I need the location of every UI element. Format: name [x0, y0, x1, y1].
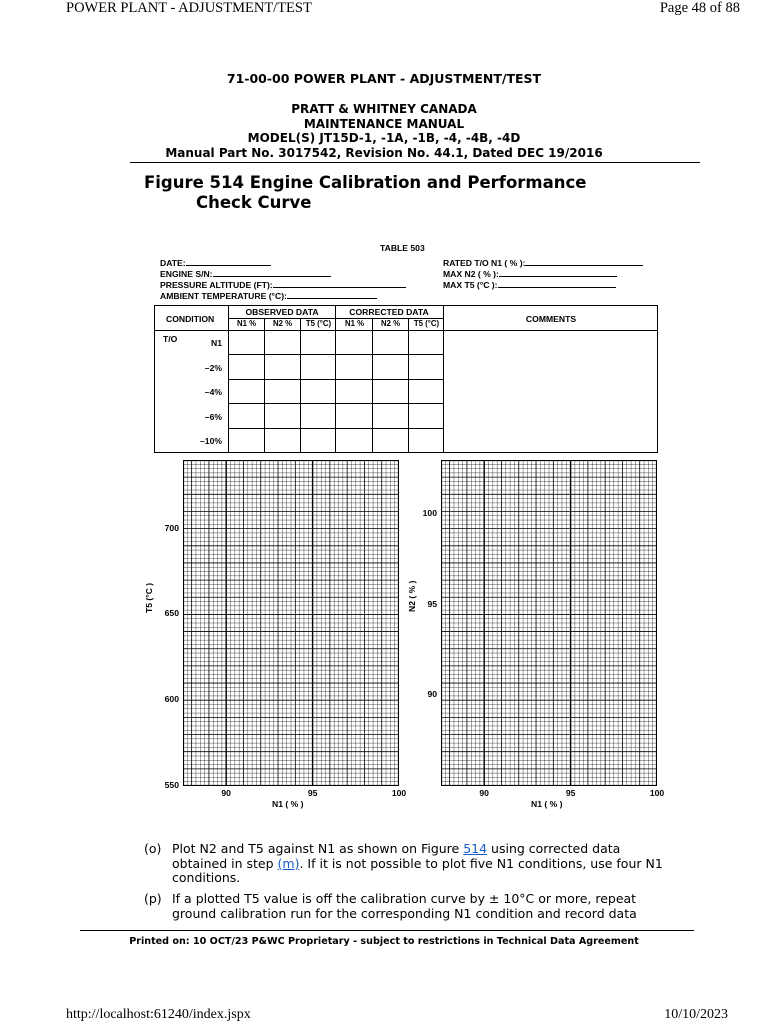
table-fields-right [443, 258, 643, 291]
figure-title-line2: Check Curve [196, 193, 312, 212]
subcol-obs-n1: N1 % [236, 319, 257, 328]
subcol-obs-t5: T5 (°C) [305, 319, 332, 328]
chart1-ytick-label: 600 [164, 694, 179, 705]
figure-514-link[interactable]: 514 [463, 841, 488, 856]
chart1-ylabel: T5 (°C ) [144, 582, 154, 613]
col-observed-header: OBSERVED DATA [245, 307, 319, 317]
field-max-t5: MAX T5 (°C ): [443, 280, 643, 291]
field-rated-to-n1: RATED T/O N1 ( % ): [443, 258, 643, 269]
company-name: PRATT & WHITNEY CANADA [291, 102, 477, 116]
browser-footer-date: 10/10/2023 [664, 1007, 728, 1022]
chart2-ytick-label: 100 [422, 508, 437, 519]
table-fields-left [160, 258, 406, 302]
table-title: TABLE 503 [380, 243, 425, 253]
row-minus-4: –4% [204, 387, 222, 397]
chart1-xtick-label: 95 [307, 788, 318, 798]
step-o-label: (o) [144, 841, 162, 856]
chart1-xlabel: N1 ( % ) [272, 799, 304, 809]
figure-title [144, 173, 586, 213]
row-n1: N1 [211, 338, 222, 348]
row-minus-10: –10% [200, 436, 222, 446]
field-engine-sn: ENGINE S/N: [160, 269, 406, 280]
browser-footer-url: http://localhost:61240/index.jspx [66, 1007, 251, 1022]
field-date: DATE: [160, 258, 406, 269]
chart2-ytick-label: 95 [427, 598, 437, 609]
browser-header-page: Page 48 of 88 [659, 0, 740, 16]
manual-name: MAINTENANCE MANUAL [303, 116, 465, 131]
chart2-xtick-label: 100 [649, 788, 665, 798]
n2-grid-chart [441, 460, 657, 786]
subcol-cor-t5: T5 (°C) [413, 319, 440, 328]
chart1-ytick-label: 650 [164, 608, 179, 619]
row-minus-2: –2% [204, 363, 222, 373]
document-header-block [0, 102, 768, 160]
field-ambient-temp: AMBIENT TEMPERATURE (°C): [160, 291, 406, 302]
subcol-cor-n2: N2 % [380, 319, 401, 328]
browser-header-title: POWER PLANT - ADJUSTMENT/TEST [66, 0, 312, 16]
step-p-text: If a plotted T5 value is off the calibration curve by ± 10°C or more, repeat ground calibration run for the corresponding N1 condition and record data [172, 891, 637, 921]
footer-divider [80, 930, 694, 931]
chart2-xtick-label: 95 [565, 788, 576, 798]
step-m-link[interactable]: (m) [277, 855, 300, 871]
row-minus-6: –6% [204, 412, 222, 422]
manual-part: Manual Part No. 3017542, Revision No. 44.1, Dated DEC 19/2016 [165, 145, 603, 160]
chart2-ytick-label: 90 [427, 689, 437, 700]
step-p-label: (p) [144, 891, 162, 906]
figure-title-line1: Figure 514 Engine Calibration and Performance [144, 173, 587, 192]
t5-grid-chart [183, 460, 399, 786]
chart2-ylabel: N2 ( % ) [407, 580, 417, 612]
subcol-cor-n1: N1 % [344, 319, 365, 328]
chart1-xtick-label: 90 [221, 788, 231, 798]
header-divider [130, 162, 700, 163]
field-pressure-altitude: PRESSURE ALTITUDE (FT): [160, 280, 406, 291]
row-to-label: T/O [163, 334, 178, 344]
chart1-ytick-label: 700 [164, 522, 179, 533]
chart2-xtick-label: 90 [479, 788, 489, 798]
col-comments-header: COMMENTS [525, 314, 577, 324]
field-max-n2: MAX N2 ( % ): [443, 269, 643, 280]
section-title: 71-00-00 POWER PLANT - ADJUSTMENT/TEST [226, 71, 542, 86]
chart2-xlabel: N1 ( % ) [531, 799, 563, 809]
col-condition-header: CONDITION [166, 314, 215, 324]
col-corrected-header: CORRECTED DATA [349, 307, 429, 317]
chart1-xtick-label: 100 [391, 788, 407, 798]
chart1-ytick-label: 550 [164, 780, 179, 790]
model-list: MODEL(S) JT15D-1, -1A, -1B, -4, -4B, -4D [247, 131, 521, 145]
step-o-text: Plot N2 and T5 against N1 as shown on Figure 514 using corrected data obtained in step (m). If it is not possible to plot five N1 conditions, use four N1 conditions. [172, 841, 663, 885]
subcol-obs-n2: N2 % [272, 319, 293, 328]
printed-on-notice: Printed on: 10 OCT/23 P&WC Proprietary - subject to restrictions in Technical Data Agreement [129, 936, 639, 947]
